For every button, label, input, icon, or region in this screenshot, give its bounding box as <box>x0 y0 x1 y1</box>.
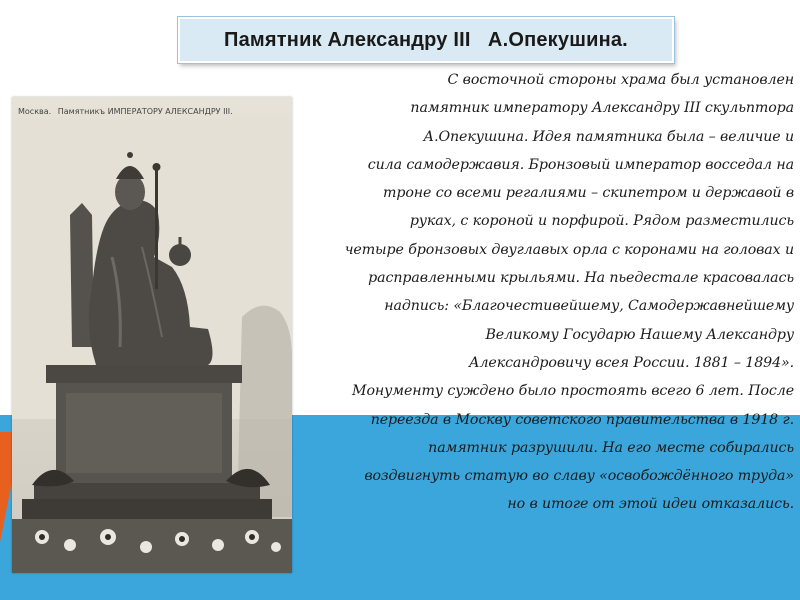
body-line: надпись: «Благочестивейшему, Самодержавнейшему <box>384 298 794 315</box>
body-line: Монументу суждено было простоять всего 6 лет. После <box>352 383 794 400</box>
slide-title: Памятник Александру III А.Опекушина. <box>178 17 674 63</box>
body-line: но в итоге от этой идеи отказались. <box>507 496 794 513</box>
body-line: С восточной стороны храма был установлен <box>447 72 794 88</box>
body-line: сила самодержавия. Бронзовый император восседал на <box>367 156 794 173</box>
body-line: памятник императору Александру III скульптора <box>410 100 794 117</box>
body-line: А.Опекушина. Идея памятника была – величие и <box>423 128 794 145</box>
body-line: руках, с короной и порфирой. Рядом разместились <box>409 213 794 230</box>
body-line: четыре бронзовых двуглавых орла с коронами на головах и <box>344 241 794 258</box>
body-line: расправленными крыльями. На пьедестале красовалась <box>368 270 794 287</box>
monument-illustration <box>12 97 292 573</box>
body-line: памятник разрушили. На его месте собирались <box>428 439 794 456</box>
monument-photo <box>12 97 292 573</box>
body-line: Великому Государю Нашему Александру <box>485 326 794 343</box>
photo-caption-title: Памятникъ ИМПЕРАТОРУ АЛЕКСАНДРУ III. <box>57 107 233 116</box>
body-line: воздвигнуть статую во славу «освобождённого труда» <box>364 468 794 485</box>
body-line: Александровичу всея России. 1881 – 1894». <box>468 354 794 371</box>
body-line: троне со всеми регалиями – скипетром и державой в <box>383 185 794 202</box>
photo-caption-city: Москва. <box>18 107 52 116</box>
body-text <box>288 66 794 519</box>
body-line: переезда в Москву советского правительства в 1918 г. <box>370 411 794 428</box>
